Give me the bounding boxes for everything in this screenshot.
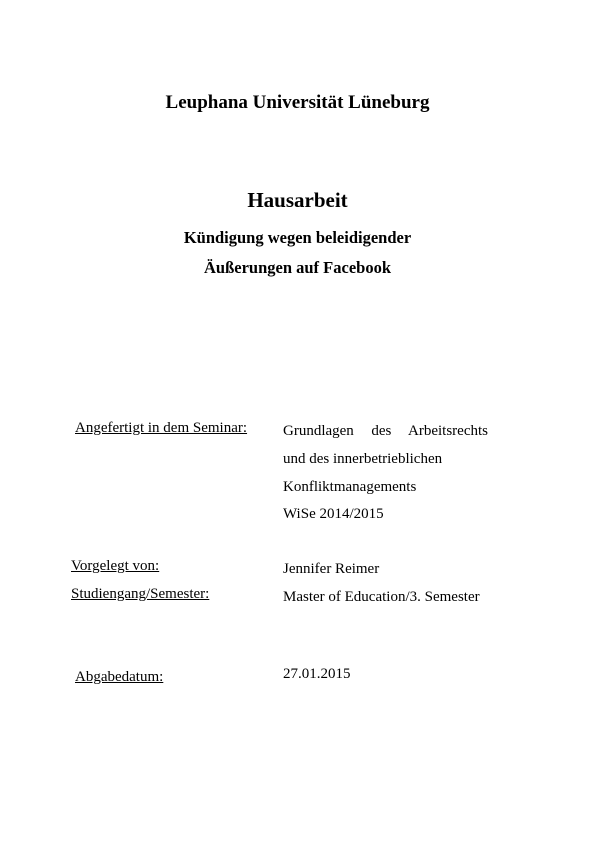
- program-label: Studiengang/Semester:: [71, 586, 210, 602]
- seminar-label: Angefertigt in dem Seminar:: [75, 420, 248, 436]
- seminar-semester: WiSe 2014/2015: [283, 506, 384, 522]
- seminar-line-1: Grundlagen des Arbeitsrechts: [283, 423, 488, 439]
- submission-date-label: Abgabedatum:: [75, 669, 164, 685]
- seminar-line-3: Konfliktmanagements: [283, 479, 417, 495]
- seminar-line-2: und des innerbetrieblichen: [283, 451, 443, 467]
- thesis-title-line-1: Kündigung wegen beleidigender: [183, 228, 412, 247]
- program-value: Master of Education/3. Semester: [283, 589, 480, 605]
- submission-date: 27.01.2015: [283, 666, 351, 682]
- document-type: Hausarbeit: [247, 188, 348, 212]
- author-name: Jennifer Reimer: [283, 561, 380, 577]
- thesis-title-line-2: Äußerungen auf Facebook: [203, 258, 392, 277]
- university-name: Leuphana Universität Lüneburg: [165, 92, 430, 113]
- author-label: Vorgelegt von:: [71, 558, 160, 574]
